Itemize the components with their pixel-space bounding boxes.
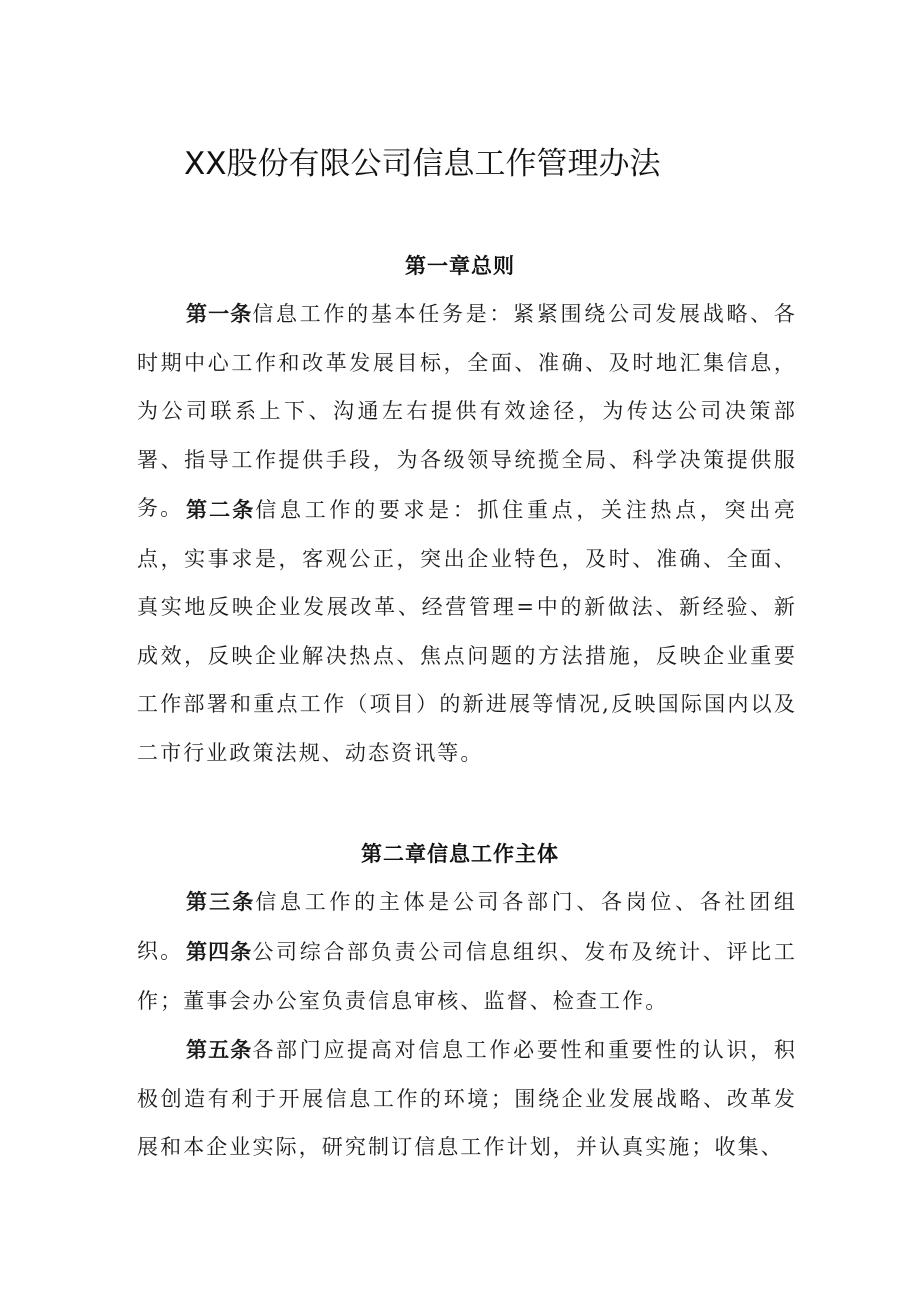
- article-4-label: 第四条: [186, 940, 253, 964]
- article-3-text: 信息工作的主体是公司各部门、各岗位、各社团组织。: [137, 890, 798, 963]
- chapter-1-heading: 第一章总则: [405, 254, 515, 278]
- article-2-label: 第二条: [186, 498, 256, 522]
- chapter-2-heading: 第二章信息工作主体: [361, 842, 559, 866]
- article-1-label: 第一条: [186, 302, 253, 326]
- article-5: [137, 1026, 797, 1172]
- article-5-label: 第五条: [186, 1038, 253, 1062]
- article-2-text: 信息工作的要求是：抓住重点，关注热点，突出亮点，实事求是，客观公正，突出企业特色，及时、准确、全面、真实地反映企业发展改革、经营管理=中的新做法、新经验、新成效，反映企业解决热点、焦点问题的方法措施，反映企业重要工作部署和重点工作（项目）的新进展等情况,反映国际国内以及二市行业政策法规、动态资讯等。: [137, 498, 798, 765]
- article-3-label: 第三条: [186, 890, 256, 914]
- document-title: XX股份有限公司信息工作管理办法: [184, 146, 661, 182]
- article-4-text: 公司综合部负责公司信息组织、发布及统计、评比工作；董事会办公室负责信息审核、监督、检查工作。: [137, 940, 797, 1013]
- article-5-text: 各部门应提高对信息工作必要性和重要性的认识，积极创造有利于开展信息工作的环境；围绕企业发展战略、改革发展和本企业实际，研究制订信息工作计划，并认真实施；收集、: [137, 1038, 797, 1159]
- article-4: [137, 928, 797, 1025]
- article-1-text: 信息工作的基本任务是：紧紧围绕公司发展战略、各时期中心工作和改革发展目标，全面、准确、及时地汇集信息，为公司联系上下、沟通左右提供有效途径，为传达公司决策部署、指导工作提供手段，为各级领导统揽全局、科学决策提供服务。: [137, 302, 797, 520]
- article-2: [137, 486, 797, 777]
